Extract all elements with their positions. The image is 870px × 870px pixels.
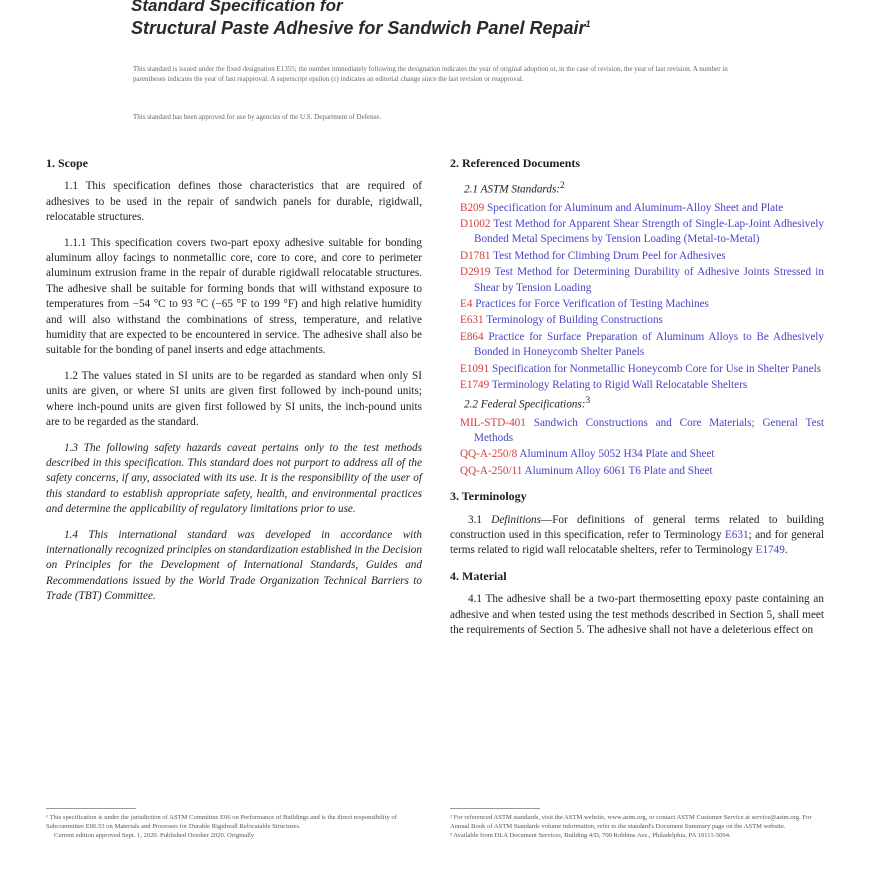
reference-title[interactable]: Test Method for Apparent Shear Strength of Single-Lap-Joint Adhesively Bonded Metal Specimens by Tension Loading (Metal-to-Metal): [474, 217, 824, 246]
footnote-edition: Current edition approved Sept. 1, 2020. Published October 2020. Originally: [54, 832, 255, 839]
reference-entry[interactable]: [450, 217, 824, 248]
section-heading-material: 4. Material: [450, 568, 507, 583]
reference-entry[interactable]: [450, 330, 824, 361]
p3-1-text-a: —For definitions of general terms related to building construction used in this specification, refer to Terminology: [450, 513, 825, 541]
reference-title[interactable]: Specification for Nonmetallic Honeycomb Core for Use in Shelter Panels: [492, 362, 822, 375]
reference-entry[interactable]: [450, 416, 824, 447]
left-column: [46, 156, 422, 615]
federal-specs-label: 2.2 Federal Specifications:: [464, 399, 586, 412]
reference-title[interactable]: Practices for Force Verification of Testing Machines: [475, 297, 709, 310]
reference-code[interactable]: QQ-A-250/11: [460, 464, 523, 477]
reference-code[interactable]: E1091: [460, 362, 490, 375]
reference-title[interactable]: Sandwich Constructions and Core Materials; General Test Methods: [474, 416, 824, 444]
link-e1749[interactable]: E1749: [755, 544, 785, 557]
p3-1-number: 3.1: [468, 513, 492, 526]
reference-title[interactable]: Aluminum Alloy 6061 T6 Plate and Sheet: [524, 464, 713, 477]
p3-1-definitions: Definitions: [491, 513, 541, 526]
link-e631[interactable]: E631: [724, 529, 749, 541]
dod-approval-notice: This standard has been approved for use by agencies of the U.S. Department of Defense.: [133, 113, 382, 121]
reference-code[interactable]: D1781: [460, 249, 491, 262]
reference-code[interactable]: D2919: [460, 266, 491, 279]
paragraph-1-1: 1.1 This specification defines those characteristics that are required of adhesives to be used in the repair of sandwich panels for durable, rigidwall, relocatable structures.: [46, 180, 422, 224]
reference-entry[interactable]: [450, 378, 824, 393]
astm-footnote-mark: 2: [560, 181, 565, 192]
astm-standards-subheading: [464, 179, 824, 198]
astm-reference-list: [450, 201, 824, 394]
astm-standards-label: 2.1 ASTM Standards:: [464, 184, 561, 197]
federal-footnote-mark: 3: [585, 396, 591, 407]
reference-code[interactable]: QQ-A-250/8: [460, 448, 518, 461]
federal-specs-subheading: [464, 394, 824, 413]
title-text: Structural Paste Adhesive for Sandwich Panel Repair: [131, 18, 586, 38]
paragraph-1-1-1: 1.1.1 This specification covers two-part epoxy adhesive suitable for bonding aluminum alloy facings to nonmetallic core, core to core, and core to perimeter aluminum extrusion frame in the repair of durable rigidwall relocatable structures. The adhesive shall be suitable for forming bonds that will withstand exposure to temperatures from −54 °C to 93 °C (−65 °F to 199 °F) and high relative humidity and will also withstand the combinations of stress, temperature, and relative humidity that are expected to be encountered in service. The adhesive shall also be suitable for the bonding of panel inserts and edge attachments.: [46, 236, 422, 357]
p3-1-text-b: ; and for general terms related to rigid wall relocatable shelters, refer to Terminology: [450, 529, 824, 557]
section-heading-referenced-documents: 2. Referenced Documents: [450, 156, 581, 170]
reference-entry[interactable]: [450, 313, 824, 328]
reference-code[interactable]: E1749: [460, 379, 490, 392]
reference-title[interactable]: Terminology of Building Constructions: [486, 314, 663, 327]
footnote-rule-left: [46, 808, 136, 809]
paragraph-1-4: 1.4 This international standard was developed in accordance with internationally recognized principles on standardization established in the Decision on Principles for the Development of International Standards, Guides and Recommendations issued by the World Trade Organization Technical Barriers to Trade (TBT) Committee.: [46, 528, 422, 603]
reference-code[interactable]: B209: [460, 201, 485, 214]
reference-code[interactable]: D1002: [460, 217, 491, 230]
reference-code[interactable]: E631: [460, 314, 484, 327]
title-line-2: [131, 18, 751, 39]
section-heading-scope: 1. Scope: [46, 156, 88, 170]
paragraph-4-1: 4.1 The adhesive shall be a two-part thermosetting epoxy paste containing an adhesive and when tested using the test methods described in Section 5, shall meet the requirements of Section 5. The adhesive shall not have a deleterious effect on: [450, 593, 824, 637]
reference-entry[interactable]: [450, 297, 824, 312]
reference-code[interactable]: E864: [460, 330, 484, 343]
paragraph-1-2: 1.2 The values stated in SI units are to be regarded as standard when only SI units are given, or where SI units are given first followed by inch-pound units; where inch-pound units are given first followed by SI units, the inch-pound units are to be regarded as the standard.: [46, 369, 422, 429]
reference-title[interactable]: Practice for Surface Preparation of Aluminum Alloys to Be Adhesively Bonded in Honeycomb Shelter Panels: [474, 330, 825, 359]
footnote-3: ³ Available from DLA Document Services, Building 4/D, 700 Robbins Ave., Philadelphia, PA 19111-5094.: [450, 832, 731, 839]
reference-title[interactable]: Aluminum Alloy 5052 H34 Plate and Sheet: [519, 448, 715, 461]
reference-title[interactable]: Specification for Aluminum and Aluminum-Alloy Sheet and Plate: [487, 201, 784, 214]
right-column: [450, 156, 824, 648]
footnotes-left: [46, 813, 422, 840]
footnote-rule-right: [450, 808, 540, 809]
reference-code[interactable]: MIL-STD-401: [460, 416, 526, 429]
footnotes-right: [450, 813, 824, 840]
title-line-1: Standard Specification for: [131, 0, 343, 15]
reference-title[interactable]: Test Method for Climbing Drum Peel for Adhesives: [493, 249, 726, 262]
reference-title[interactable]: Test Method for Determining Durability of Adhesive Joints Stressed in Shear by Tension Loading: [474, 266, 824, 294]
reference-entry[interactable]: [450, 447, 824, 462]
paragraph-1-3: 1.3 The following safety hazards caveat pertains only to the test methods described in this specification. This standard does not purport to address all of the safety concerns, if any, associated with its use. It is the responsibility of the user of this standard to establish appropriate safety, health, and environmental practices and determine the applicability of regulatory limitations prior to use.: [46, 441, 422, 516]
footnote-2: ² For referenced ASTM standards, visit the ASTM website, www.astm.org, or contact ASTM Customer Service at service@astm.org. For Annual Book of ASTM Standards volume information, refer to the standard's Document Summary page on the ASTM website.: [450, 814, 812, 830]
section-heading-terminology: 3. Terminology: [450, 489, 527, 504]
reference-code[interactable]: E4: [460, 297, 473, 310]
reference-entry[interactable]: [450, 265, 824, 296]
title-footnote-mark: 1: [585, 19, 591, 29]
p3-1-text-c: .: [784, 544, 788, 557]
paragraph-3-1: [450, 513, 824, 559]
footnote-1: ¹ This specification is under the jurisdiction of ASTM Committee E06 on Performance of Buildings and is the direct responsibility of Subcommittee E06.53 on Materials and Processes for Durable Rigidwall Relocatable Structures.: [46, 814, 397, 830]
federal-reference-list: [450, 416, 824, 480]
reference-entry[interactable]: [450, 249, 824, 264]
designation-notice: This standard is issued under the fixed designation E1355; the number immediately following the designation indicates the year of original adoption or, in the case of revision, the year of last revision. A number in parentheses indicates the year of last reapproval. A superscript epsilon (ε) indicates an editorial change since the last revision or reapproval.: [133, 65, 728, 83]
reference-entry[interactable]: [450, 464, 824, 479]
reference-title[interactable]: Terminology Relating to Rigid Wall Relocatable Shelters: [491, 379, 748, 392]
reference-entry[interactable]: [450, 362, 824, 377]
reference-entry[interactable]: [450, 201, 824, 216]
